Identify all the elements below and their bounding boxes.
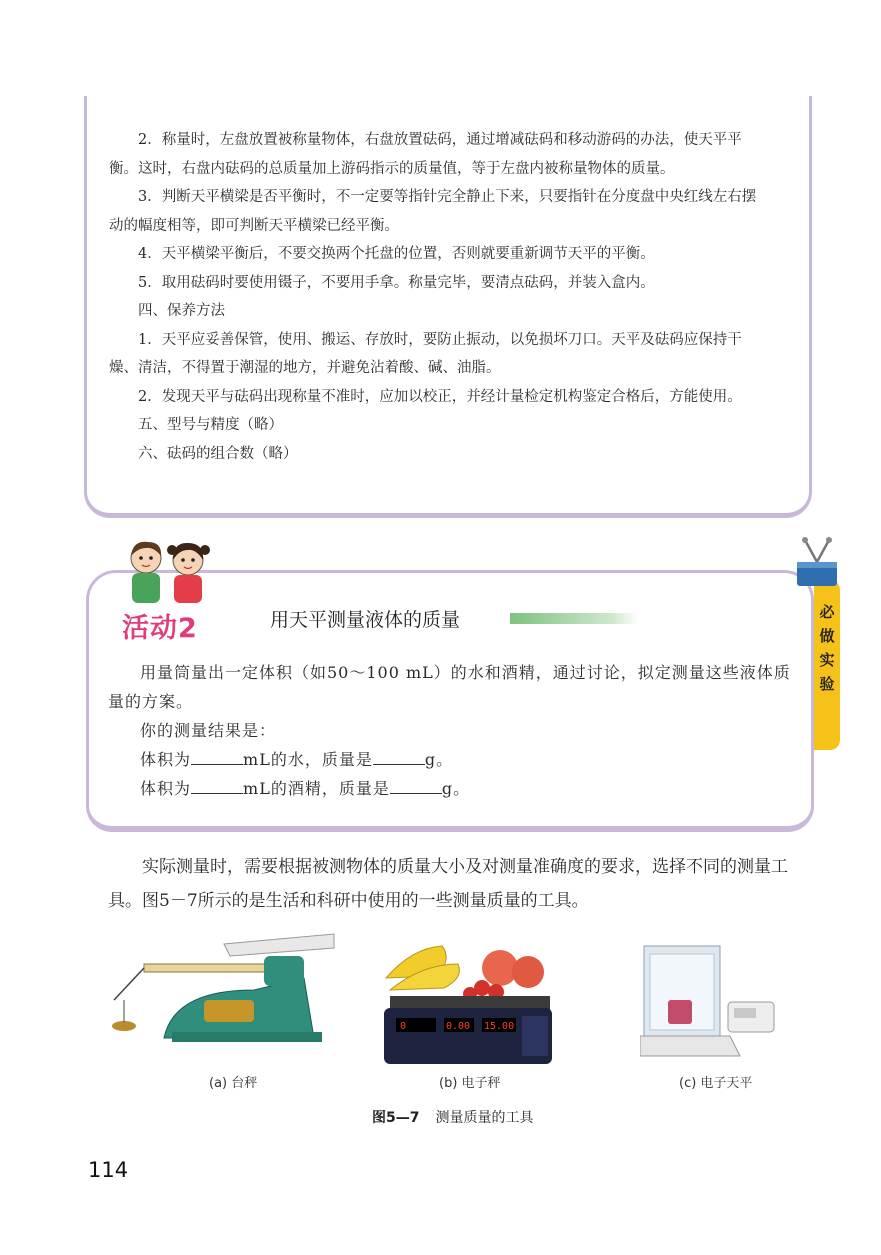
text: 体积为	[140, 750, 192, 769]
text: mL的酒精，质量是	[243, 779, 390, 798]
scale-display-left: 0	[400, 1021, 407, 1032]
activity-body	[108, 658, 798, 803]
side-char: 验	[819, 675, 835, 693]
section-heading: 四、保养方法	[138, 303, 225, 319]
main-paragraph	[108, 850, 788, 918]
paragraph: 1．天平应妥善保管，使用、搬运、存放时，要防止振动，以免损坏刀口。天平及砝码应保持干燥、清洁，不得置于潮湿的地方，并避免沾着酸、碱、油脂。	[109, 331, 742, 376]
title-decoration-bar	[510, 613, 638, 624]
section-heading: 六、砝码的组合数（略）	[138, 445, 298, 462]
activity-prompt: 你的测量结果是：	[140, 721, 277, 740]
side-char: 实	[819, 651, 835, 669]
procedure-box	[84, 96, 812, 518]
paragraph: 2．发现天平与砝码出现称量不准时，应加以校正，并经计量检定机构鉴定合格后，方能使用。	[138, 388, 742, 405]
electronic-balance-image	[640, 940, 778, 1060]
binder-clip-icon	[795, 536, 839, 594]
procedure-text	[109, 126, 769, 468]
figure-b-caption: (b) 电子秤	[439, 1076, 501, 1091]
side-tab-label	[817, 600, 837, 696]
side-char: 必	[819, 603, 835, 621]
figure-a-caption: (a) 台秤	[209, 1076, 258, 1091]
fill-blank[interactable]	[373, 750, 425, 765]
result-line-alcohol	[108, 774, 798, 803]
kids-illustration	[118, 536, 218, 606]
paragraph: 实际测量时，需要根据被测物体的质量大小及对测量准确度的要求，选择不同的测量工具。图5－7所示的是生活和科研中使用的一些测量质量的工具。	[108, 857, 788, 911]
figure-c-caption: (c) 电子天平	[679, 1076, 753, 1091]
fill-blank[interactable]	[191, 779, 243, 794]
scale-display-right: 15.00	[484, 1021, 515, 1032]
text: mL的水，质量是	[243, 750, 373, 769]
fill-blank[interactable]	[191, 750, 243, 765]
paragraph: 3．判断天平横梁是否平衡时，不一定要等指针完全静止下来，只要指针在分度盘中央红线左右摆动的幅度相等，即可判断天平横梁已经平衡。	[109, 189, 757, 234]
text: g。	[441, 779, 471, 798]
figure-title: 测量质量的工具	[435, 1110, 534, 1126]
text: 体积为	[140, 779, 192, 798]
activity-intro: 用量筒量出一定体积（如50～100 mL）的水和酒精，通过讨论，拟定测量这些液体质量的方案。	[108, 663, 791, 711]
fill-blank[interactable]	[390, 779, 442, 794]
electronic-scale-image	[382, 938, 554, 1066]
platform-scale-image	[104, 930, 340, 1052]
result-line-water	[108, 745, 798, 774]
scale-display-mid: 0.00	[446, 1021, 471, 1032]
figure-caption	[372, 1107, 533, 1127]
section-heading: 五、型号与精度（略）	[138, 417, 283, 433]
paragraph: 4．天平横梁平衡后，不要交换两个托盘的位置，否则就要重新调节天平的平衡。	[138, 246, 655, 262]
text: g。	[424, 750, 454, 769]
activity-title: 用天平测量液体的质量	[270, 609, 461, 631]
activity-label: 活动2	[122, 613, 198, 644]
page-number: 114	[88, 1158, 129, 1182]
paragraph: 2．称量时，左盘放置被称量物体，右盘放置砝码，通过增减砝码和移动游码的办法，使天平平衡。这时，右盘内砝码的总质量加上游码指示的质量值，等于左盘内被称量物体的质量。	[109, 132, 742, 177]
side-char: 做	[819, 627, 835, 645]
figure-number: 图5—7	[372, 1110, 420, 1126]
paragraph: 5．取用砝码时要使用镊子，不要用手拿。称量完毕，要清点砝码，并装入盒内。	[138, 274, 655, 291]
